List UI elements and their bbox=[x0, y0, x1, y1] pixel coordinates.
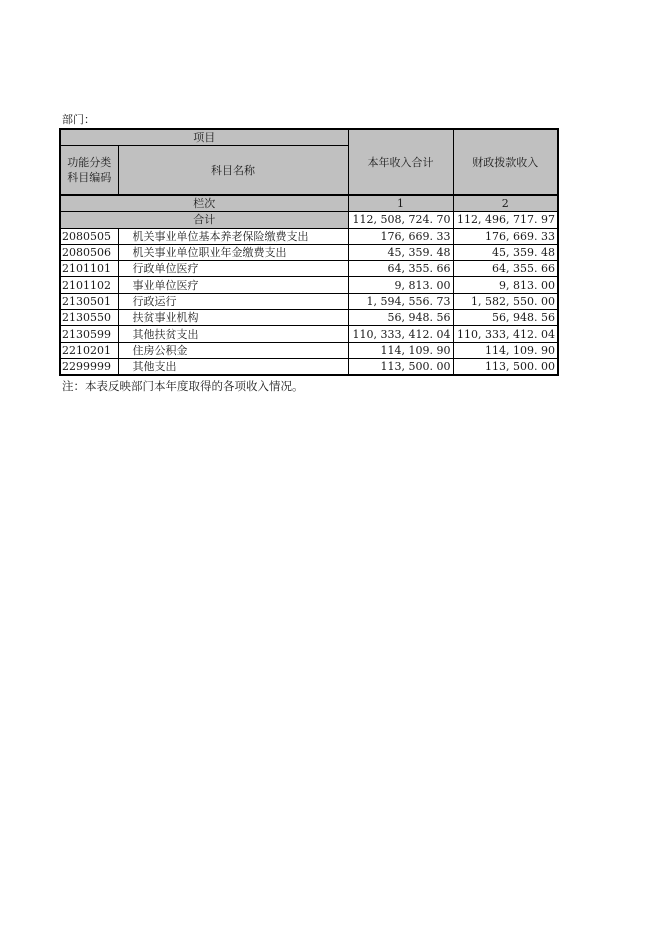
column-index-1: 1 bbox=[348, 195, 453, 212]
item-group-header: 项目 bbox=[60, 129, 348, 146]
row-name: 事业单位医疗 bbox=[118, 277, 348, 293]
fiscal-income-header: 财政拨款收入 bbox=[453, 129, 558, 195]
row-fiscal-income: 45, 359. 48 bbox=[453, 244, 558, 260]
row-total-income: 114, 109. 90 bbox=[348, 342, 453, 358]
header-row-group bbox=[60, 129, 558, 146]
row-code: 2080506 bbox=[60, 244, 118, 260]
row-name: 机关事业单位基本养老保险缴费支出 bbox=[118, 228, 348, 244]
row-code: 2130501 bbox=[60, 293, 118, 309]
table-row bbox=[60, 244, 558, 260]
row-code: 2130550 bbox=[60, 310, 118, 326]
row-fiscal-income: 113, 500. 00 bbox=[453, 358, 558, 375]
column-index-label: 栏次 bbox=[60, 195, 348, 212]
sum-fiscal-income: 112, 496, 717. 97 bbox=[453, 212, 558, 228]
row-name: 其他支出 bbox=[118, 358, 348, 375]
table-row bbox=[60, 310, 558, 326]
sum-row bbox=[60, 212, 558, 228]
row-fiscal-income: 110, 333, 412. 04 bbox=[453, 326, 558, 342]
row-fiscal-income: 1, 582, 550. 00 bbox=[453, 293, 558, 309]
row-fiscal-income: 176, 669. 33 bbox=[453, 228, 558, 244]
row-code: 2101102 bbox=[60, 277, 118, 293]
row-name: 行政单位医疗 bbox=[118, 261, 348, 277]
table-row bbox=[60, 326, 558, 342]
table-row bbox=[60, 358, 558, 375]
name-column-header: 科目名称 bbox=[118, 146, 348, 196]
table-row bbox=[60, 228, 558, 244]
row-code: 2080505 bbox=[60, 228, 118, 244]
table-row bbox=[60, 293, 558, 309]
sum-total-income: 112, 508, 724. 70 bbox=[348, 212, 453, 228]
footnote: 注：本表反映部门本年度取得的各项收入情况。 bbox=[62, 379, 304, 393]
row-code: 2210201 bbox=[60, 342, 118, 358]
row-total-income: 9, 813. 00 bbox=[348, 277, 453, 293]
row-total-income: 56, 948. 56 bbox=[348, 310, 453, 326]
row-fiscal-income: 9, 813. 00 bbox=[453, 277, 558, 293]
table-row bbox=[60, 342, 558, 358]
row-total-income: 110, 333, 412. 04 bbox=[348, 326, 453, 342]
column-index-row bbox=[60, 195, 558, 212]
row-total-income: 45, 359. 48 bbox=[348, 244, 453, 260]
table-row bbox=[60, 277, 558, 293]
row-fiscal-income: 56, 948. 56 bbox=[453, 310, 558, 326]
code-column-header bbox=[60, 146, 118, 196]
row-fiscal-income: 64, 355. 66 bbox=[453, 261, 558, 277]
row-total-income: 113, 500. 00 bbox=[348, 358, 453, 375]
sum-label: 合计 bbox=[60, 212, 348, 228]
row-name: 其他扶贫支出 bbox=[118, 326, 348, 342]
row-total-income: 1, 594, 556. 73 bbox=[348, 293, 453, 309]
table-row bbox=[60, 261, 558, 277]
department-label: 部门： bbox=[62, 113, 95, 126]
row-code: 2101101 bbox=[60, 261, 118, 277]
row-name: 行政运行 bbox=[118, 293, 348, 309]
income-summary-table bbox=[59, 128, 559, 376]
row-code: 2130599 bbox=[60, 326, 118, 342]
row-code: 2299999 bbox=[60, 358, 118, 375]
row-name: 住房公积金 bbox=[118, 342, 348, 358]
code-header-line1: 功能分类 bbox=[67, 156, 112, 169]
row-total-income: 64, 355. 66 bbox=[348, 261, 453, 277]
row-total-income: 176, 669. 33 bbox=[348, 228, 453, 244]
row-name: 扶贫事业机构 bbox=[118, 310, 348, 326]
code-header-line2: 科目编码 bbox=[67, 171, 112, 184]
column-index-2: 2 bbox=[453, 195, 558, 212]
row-fiscal-income: 114, 109. 90 bbox=[453, 342, 558, 358]
row-name: 机关事业单位职业年金缴费支出 bbox=[118, 244, 348, 260]
total-income-header: 本年收入合计 bbox=[348, 129, 453, 195]
